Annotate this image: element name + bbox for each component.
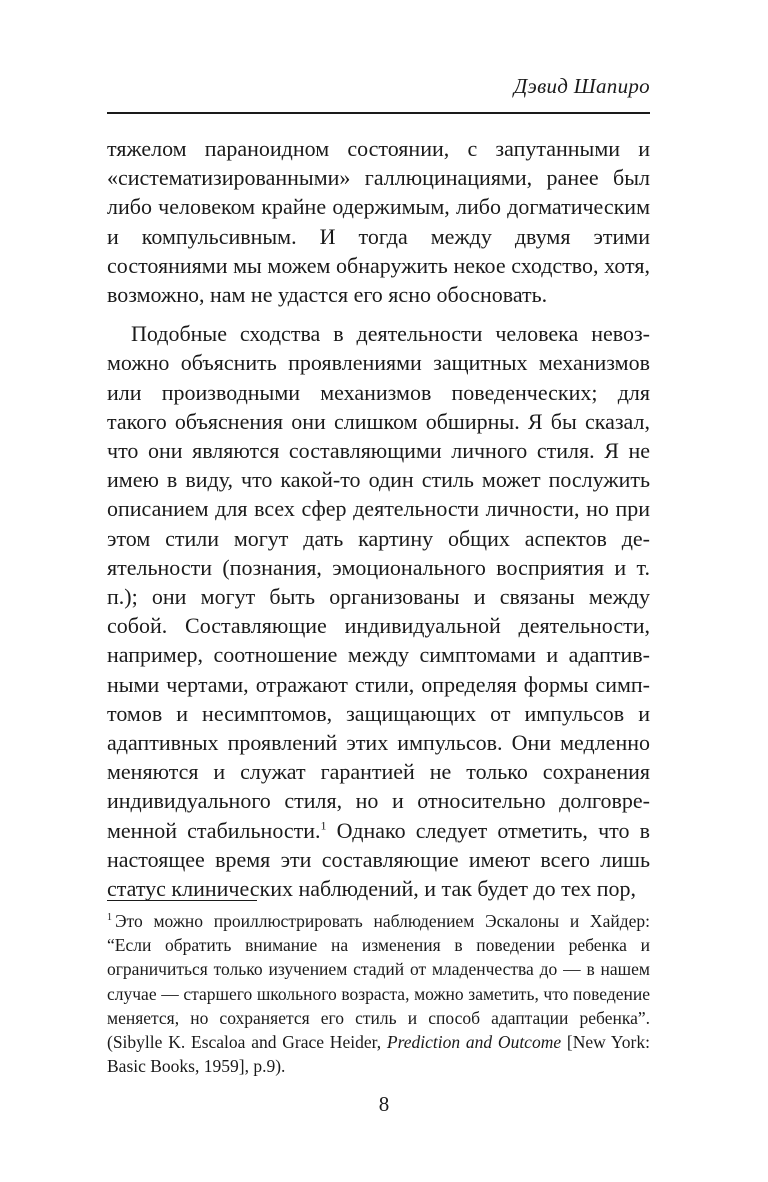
- paragraph-2: [107, 319, 650, 903]
- footnote-text-tail: [New York: Basic Books, 1959], p.9).: [107, 1032, 650, 1077]
- running-head: Дэвид Шапиро: [513, 74, 650, 98]
- footnote-marker: 1: [107, 912, 112, 924]
- paragraph-2-tail: Однако следует отметить, что в настоящее время эти составляющие имеют всего лишь статус клинических наблюдений, и так будет до тех пор,: [107, 817, 650, 902]
- footnote-book-title: Prediction and Outcome: [386, 1032, 562, 1053]
- main-text: [107, 134, 650, 903]
- footnote-text: Это можно проиллюстрировать наблюдением Эскалоны и Хайдер: “Если обратить внимание на изменения в поведении ребенка и ограничиться только изучением стадий от младенчества до — в нашем случае — старшего школьного возраста, можно заметить, что поведение меняется, но сохраняется его стиль и способ адаптации ребенка”. (Sibylle K. Escaloa and Grace Heider,: [107, 911, 650, 1053]
- page-number: 8: [378, 1092, 390, 1116]
- footnote-rule: [107, 900, 257, 901]
- footnote-reference: 1: [320, 818, 327, 833]
- header-rule: [107, 112, 650, 114]
- paragraph-1: тяжелом параноидном состоянии, с запутанными и «систематизированными» галлюцинациями, ранее был либо человеком крайне одержимым, либо догматическим и компульсивным. И тогда между двумя этими состояниями мы можем обнаружить некое сходство, хотя, возможно, нам не удастся его ясно обосновать.: [107, 136, 650, 308]
- paragraph-2-text: Подобные сходства в деятельности человека невозможно объяснить проявлениями защитных механизмов или производными механизмов поведенческих; для такого объяснения они слишком обширны. Я бы сказал, что они являются составляющими личного стиля. Я не имею в виду, что какой-то один стиль может послужить описанием для всех сфер деятельности личности, но при этом стили могут дать картину общих аспектов деятельности (познания, эмоционального восприятия и т. п.); они могут быть организованы и связаны между собой. Составляющие индивидуальной деятельности, например, соотношение между симптомами и адаптивными чертами, отражают стили, определяя формы симптомов и несимптомов, защищающих от импульсов и адаптивных проявлений этих импульсов. Они медленно меняются и служат гарантией не только сохранения индивидуального стиля, но и относительно долговременной стабильности.: [107, 321, 650, 843]
- footnote: [107, 909, 650, 1078]
